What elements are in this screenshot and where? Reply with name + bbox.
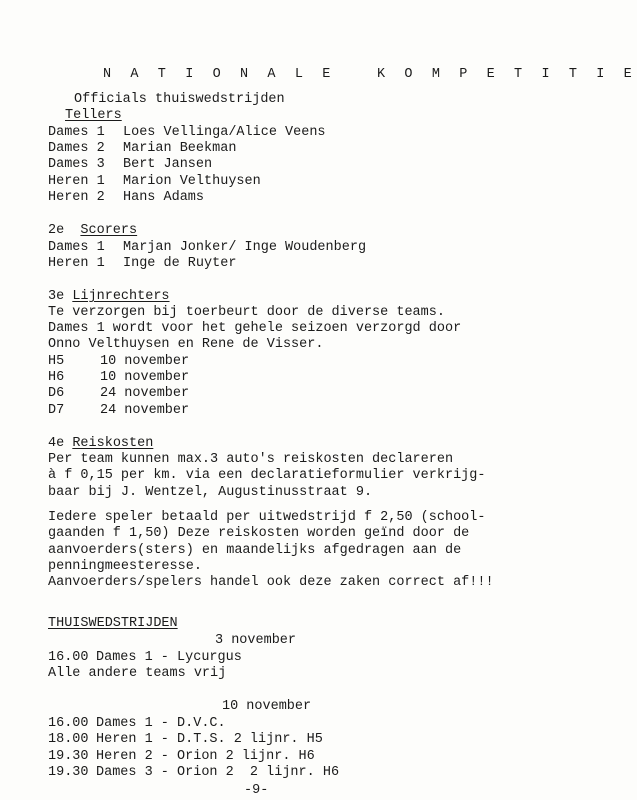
- lijnrechters-heading: Lijnrechters: [72, 289, 170, 304]
- official-names: Marjan Jonker/ Inge Woudenberg: [123, 240, 367, 255]
- schedule-row: [48, 386, 189, 402]
- match-row: [48, 765, 339, 781]
- team-code: H6: [48, 370, 65, 385]
- body-text-line: baar bij J. Wentzel, Augustinusstraat 9.: [48, 485, 373, 500]
- schedule-date: 24 november: [100, 403, 190, 418]
- match-day-note: Alle andere teams vrij: [48, 666, 227, 681]
- match-time: 18.00: [48, 732, 89, 747]
- team-label: Heren 1: [48, 174, 105, 189]
- body-text-line: Te verzorgen bij toerbeurt door de diverse teams.: [48, 305, 445, 320]
- scorers-row: [48, 256, 236, 272]
- official-names: Loes Vellinga/Alice Veens: [123, 125, 326, 140]
- lijnrechters-heading-line: [48, 289, 170, 305]
- official-names: Hans Adams: [123, 190, 205, 205]
- official-names: Inge de Ruyter: [123, 256, 237, 271]
- body-text-line: Per team kunnen max.3 auto's reiskosten declareren: [48, 452, 454, 467]
- match-text: Dames 1 - Lycurgus: [96, 650, 242, 665]
- schedule-row: [48, 403, 189, 419]
- scorers-heading: Scorers: [80, 223, 138, 238]
- team-label: Heren 1: [48, 256, 105, 271]
- match-day-date: 10 november: [222, 699, 312, 714]
- tellers-heading: Tellers: [65, 108, 122, 123]
- body-text-line: Aanvoerders/spelers handel ook deze zaken correct af!!!: [48, 575, 494, 590]
- team-label: Dames 1: [48, 240, 105, 255]
- page-number: -9-: [244, 783, 269, 798]
- match-text: Dames 1 - D.V.C.: [96, 716, 226, 731]
- schedule-row: [48, 370, 189, 386]
- section-number: 4e: [48, 436, 65, 451]
- body-text-line: penningmeesteresse.: [48, 559, 202, 574]
- scorers-heading-line: [48, 223, 137, 239]
- tellers-row: [48, 125, 326, 141]
- schedule-row: [48, 354, 189, 370]
- match-time: 19.30: [48, 749, 89, 764]
- body-text-line: gaanden f 1,50) Deze reiskosten worden geïnd door de: [48, 526, 470, 541]
- page-subtitle: Officials thuiswedstrijden: [74, 92, 285, 107]
- page-title: N A T I O N A L E K O M P E T I T I E: [103, 67, 637, 82]
- tellers-row: [48, 157, 212, 173]
- match-text: Dames 3 - Orion 2 2 lijnr. H6: [96, 765, 340, 780]
- match-row: [48, 650, 242, 666]
- reiskosten-heading: Reiskosten: [72, 436, 154, 451]
- tellers-row: [48, 141, 236, 157]
- thuiswedstrijden-heading: THUISWEDSTRIJDEN: [48, 616, 178, 631]
- tellers-row: [48, 190, 204, 206]
- schedule-date: 24 november: [100, 386, 190, 401]
- team-code: D7: [48, 403, 65, 418]
- match-text: Heren 1 - D.T.S. 2 lijnr. H5: [96, 732, 323, 747]
- body-text-line: Iedere speler betaald per uitwedstrijd f 2,50 (school-: [48, 510, 486, 525]
- official-names: Marion Velthuysen: [123, 174, 261, 189]
- team-label: Dames 2: [48, 141, 105, 156]
- tellers-row: [48, 174, 261, 190]
- section-number: 3e: [48, 289, 65, 304]
- body-text-line: aanvoerders(sters) en maandelijks afgedragen aan de: [48, 543, 462, 558]
- schedule-date: 10 november: [100, 370, 190, 385]
- team-label: Dames 1: [48, 125, 105, 140]
- match-text: Heren 2 - Orion 2 lijnr. H6: [96, 749, 315, 764]
- match-time: 19.30: [48, 765, 89, 780]
- match-row: [48, 749, 315, 765]
- match-row: [48, 716, 226, 732]
- match-time: 16.00: [48, 650, 89, 665]
- match-time: 16.00: [48, 716, 89, 731]
- schedule-date: 10 november: [100, 354, 190, 369]
- team-label: Dames 3: [48, 157, 105, 172]
- team-code: D6: [48, 386, 65, 401]
- body-text-line: Dames 1 wordt voor het gehele seizoen verzorgd door: [48, 321, 462, 336]
- team-label: Heren 2: [48, 190, 105, 205]
- official-names: Marian Beekman: [123, 141, 237, 156]
- reiskosten-heading-line: [48, 436, 153, 452]
- match-row: [48, 732, 323, 748]
- official-names: Bert Jansen: [123, 157, 213, 172]
- section-number: 2e: [48, 223, 65, 238]
- match-day-date: 3 november: [215, 633, 297, 648]
- body-text-line: à f 0,15 per km. via een declaratieformulier verkrijg-: [48, 468, 486, 483]
- team-code: H5: [48, 354, 65, 369]
- scorers-row: [48, 240, 366, 256]
- body-text-line: Onno Velthuysen en Rene de Visser.: [48, 337, 324, 352]
